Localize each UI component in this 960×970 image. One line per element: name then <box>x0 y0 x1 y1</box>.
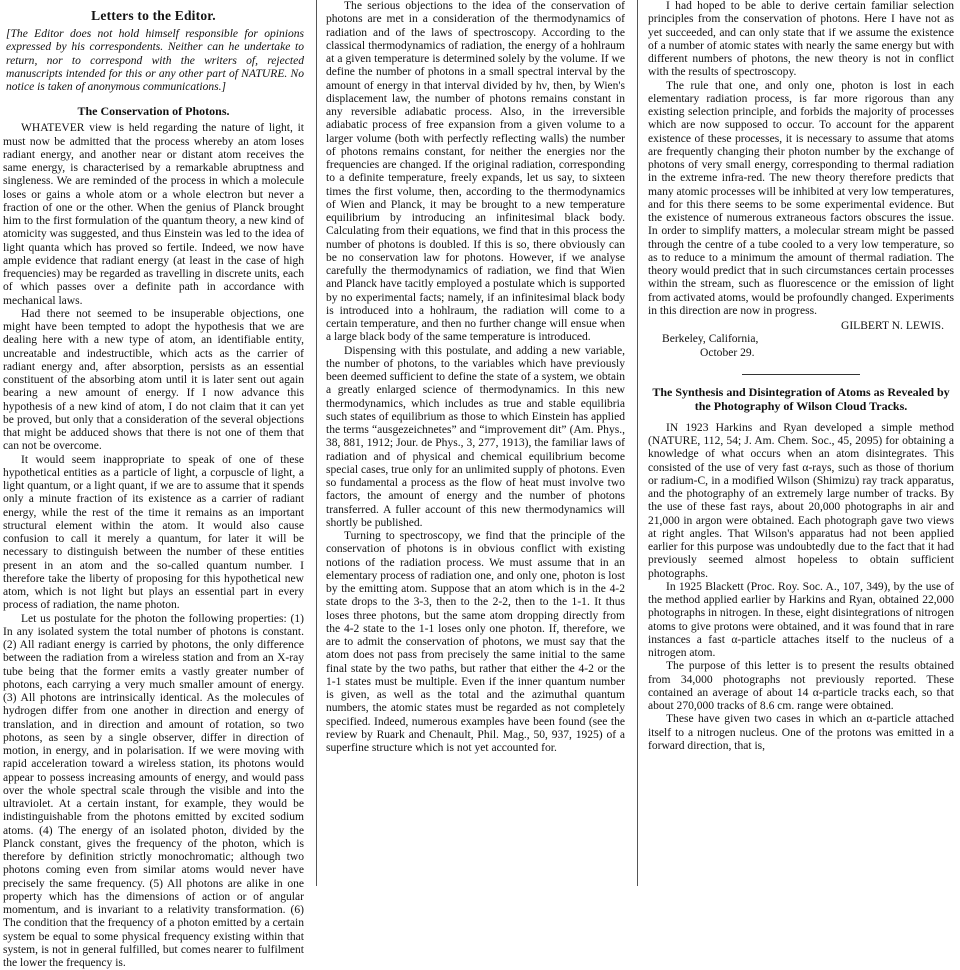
paragraph: Let us postulate for the photon the following properties: (1) In any isolated system the total number of photons is constant. (2) All radiant energy is carried by photons, the only difference between the radiation from a wireless station and from an X-ray tube being that the former emits a vastly greater number of photons, each carrying a very much smaller amount of energy. (3) All photons are intrinsically identical. As the molecules of hydrogen differ from one another in direction and energy of translation, and in direction and amount of rotation, so two photons, as seen by a single observer, differ in direction of motion, in energy, and in polarisation. If we were moving with rapid acceleration toward a wireless station, its photons would appear to possess increasing amounts of energy, and would pass over the whole spectral scale through the visible and into the ultraviolet. At a certain instant, for example, they would be indistinguishable from the photons emitted by excited sodium atoms. (4) The energy of an isolated photon, divided by the Planck constant, gives the frequency of the photon, which is therefore by definition strictly monochromatic; although two photons coming even from similar atoms would never have precisely the same frequency. (5) All photons are alike in one property which has the dimensions of action or of angular momentum, and is invariant to a relativity transformation. (6) The condition that the frequency of a photon emitted by a certain system be equal to some physical frequency existing within that system, is not in general fulfilled, but comes nearer to fulfilment the lower the frequency is. <box>3 613 304 970</box>
section-title: Letters to the Editor. <box>3 8 304 24</box>
paragraph: The serious objections to the idea of the conservation of photons are met in a consideration of the thermodynamics of radiation and of the laws of spectroscopy. According to the classical thermodynamics of radiation, the energy of a hohlraum at a given temperature is determined solely by the volume. If we define the number of photons in a small spectral interval by the amount of energy in that interval divided by hν, then, by Wien's displacement law, the number of photons remains constant in any reversible adiabatic process. Also, in the irreversible adiabatic process of free expansion from a given volume to a larger volume (both with perfectly reflecting walls) the number of photons remains constant, for neither the energies nor the frequencies are changed. If the original radiation, corresponding to a definite temperature, freely expands, let us say, to sixteen times the first volume, then, according to the thermodynamics of Wien and Planck, it may be brought to a new temperature equilibrium by introducing an infinitesimal black body. Calculating from their equations, we find that in this process the number of photons is doubled. If this is so, there obviously can be no conservation law for photons. However, if we analyse carefully the thermodynamics of radiation, we find that Wien and Planck have tacitly employed a postulate which is supported by no experimental facts; namely, if an infinitesimal black body is introduced into a hohlraum, the radiation will come to a certain temperature, and then no further change will ensue when a large black body of the same temperature is introduced. <box>326 0 625 345</box>
paragraph: It would seem inappropriate to speak of one of these hypothetical entities as a particle of light, a corpuscle of light, a light quantum, or a light quant, if we are to assume that it spends only a minute fraction of its existence as a carrier of radiant energy, while the rest of the time it remains as an important structural element within the atom. It would also cause confusion to call it merely a quantum, for later it will be necessary to distinguish between the number of these entities present in an atom and the so-called quantum number. I therefore take the liberty of proposing for this hypothetical new atom, which is not light but plays an essential part in every process of radiation, the name photon. <box>3 454 304 613</box>
column-3 <box>648 0 954 886</box>
paragraph: These have given two cases in which an α-particle attached itself to a nitrogen nucleus. One of the protons was emitted in a forward direction, that is, <box>648 713 954 753</box>
paragraph: WHATEVER view is held regarding the nature of light, it must now be admitted that the process whereby an atom loses radiant energy, and another near or distant atom receives the same energy, is characterised by a remarkable abruptness and singleness. We are reminded of the process in which a molecule loses or gains a whole atom or a whole electron but never a fraction of one or the other. When the genius of Planck brought him to the first formulation of the quantum theory, a new kind of atomicity was suggested, and thus Einstein was led to the idea of light quanta which has proved so fertile. Indeed, we now have ample evidence that radiant energy (at least in the case of high frequencies) may be regarded as travelling in discrete units, each of which passes over a definite path in accordance with mechanical laws. <box>3 122 304 308</box>
column-1 <box>3 0 304 886</box>
paragraph: In 1925 Blackett (Proc. Roy. Soc. A., 107, 349), by the use of the method applied earlier by Harkins and Ryan, obtained 22,000 photographs in nitrogen. In these, eight disintegrations of nitrogen atoms to give protons were obtained, and it was found that in rare instances a fast α-particle attaches itself to the nucleus of a nitrogen atom. <box>648 581 954 661</box>
paragraph: Dispensing with this postulate, and adding a new variable, the number of photons, to the variables which have previously been deemed sufficient to define the state of a system, we obtain a greatly enlarged science of thermodynamics. In this new thermodynamics, which includes as true and stable equilibria such states of equilibrium as those to which Einstein has applied the terms “ausgezeichnetes” and “improvement dit” (Am. Phys., 38, 881, 1912; Jour. de Phys., 3, 277, 1913), the familiar laws of radiation and of physical and chemical equilibrium become special cases, true only for an unlimited supply of photons. Even so fundamental a process as the flow of heat must involve two factors, the amount of energy and the number of photons transferred. A fuller account of this new thermodynamics will shortly be published. <box>326 345 625 531</box>
article-title-conservation-of-photons: The Conservation of Photons. <box>3 104 304 118</box>
column-rule <box>637 0 638 886</box>
article-title-synthesis-disintegration: The Synthesis and Disintegration of Atoms as Revealed by the Photography of Wilson Cloud Tracks. <box>650 385 952 414</box>
paragraph: The purpose of this letter is to present the results obtained from 34,000 photographs not previously reported. These contained an average of about 14 α-particle tracks each, so that about 270,000 tracks of 8.6 cm. range were obtained. <box>648 660 954 713</box>
paragraph: IN 1923 Harkins and Ryan developed a simple method (NATURE, 112, 54; J. Am. Chem. Soc., 45, 2095) for obtaining a knowledge of what occurs when an atom disintegrates. This consisted of the use of very fast α-rays, such as those of thorium or radium-C, in a modified Wilson (Shimizu) ray track apparatus, and the photography of an extremely large number of tracks. By the use of these fast rays, about 20,000 photographs in air and 21,000 in argon were obtained. Each photograph gave two views at right angles. That Wilson's apparatus had not been applied earlier for this purpose was undoubtedly due to the fact that it had previously seemed almost hopeless to obtain sufficient photographs. <box>648 422 954 581</box>
author-signature: GILBERT N. LEWIS. <box>648 320 954 333</box>
paragraph: The rule that one, and only one, photon is lost in each elementary radiation process, is far more rigorous than any existing selection principle, and forbids the majority of processes which are now supposed to occur. To account for the apparent existence of these processes, it is necessary to assume that atoms are frequently changing their photon number by the exchange of photons of very small energy, corresponding to thermal radiation in the extreme infra-red. The new theory therefore predicts that many atomic processes will be inhibited at very low temperatures, and for this there seems to be some experimental evidence. But the existence of numerous extraneous factors obscures the issue. In order to simplify matters, a molecular stream might be passed through the centre of a tube cooled to a very low temperature, so as to reduce to a minimum the amount of thermal radiation. The theory would predict that in such circumstances certain processes within the stream, such as fluorescence or the emission of light from activated atoms, would be profoundly changed. Experiments in this direction are now in progress. <box>648 80 954 319</box>
paragraph: I had hoped to be able to derive certain familiar selection principles from the conservation of photons. Here I have not as yet succeeded, and can only state that if we assume the existence of a number of atomic states with nearly the same energy but with different numbers of photons, the new theory is not in conflict with the results of spectroscopy. <box>648 0 954 80</box>
signature-block <box>648 320 954 360</box>
article-divider <box>742 374 860 375</box>
column-rule <box>316 0 317 886</box>
column-2 <box>326 0 625 886</box>
editor-disclaimer: [The Editor does not hold himself responsible for opinions expressed by his correspondents. Neither can he undertake to return, nor to correspond with the writers of, rejected manuscripts intended for this or any other part of NATURE. No notice is taken of anonymous communications.] <box>6 28 304 94</box>
author-location: Berkeley, California, <box>648 333 954 346</box>
letter-date: October 29. <box>648 347 954 360</box>
paragraph: Turning to spectroscopy, we find that the principle of the conservation of photons is in obvious conflict with existing notions of the radiation process. We must assume that in an elementary process of radiation one, and only one, photon is lost by the emitting atom. Suppose that an atom which is in the 4-2 state drops to the 3-3, then to the 2-2, then to the 1-1. It thus loses three photons, but the same atom dropping directly from the 4-2 state to the 1-1 loses only one photon. If, therefore, we are to admit the conservation of photons, we must say that the atom does not pass from precisely the same initial to the same final state by the two paths, but rather that either the 4-2 or the 1-1 states must be multiple. Even if the inner quantum number is given, as well as the total and the azimuthal quantum numbers, the atomic states must be regarded as not completely specified. Indeed, numerous examples have been found (see the review by Ruark and Chenault, Phil. Mag., 50, 937, 1925) of a superfine structure which is not yet accounted for. <box>326 530 625 755</box>
paragraph: Had there not seemed to be insuperable objections, one might have been tempted to adopt the hypothesis that we are dealing here with a new type of atom, an identifiable entity, uncreatable and indestructible, which acts as the carrier of radiant energy and, after absorption, persists as an essential constituent of the absorbing atom until it is later sent out again bearing a new amount of energy. If I now advance this hypothesis of a new kind of atom, I do not claim that it can yet be proved, but only that a consideration of the several objections that might be adduced shows that there is not one of them that can not be overcome. <box>3 308 304 454</box>
